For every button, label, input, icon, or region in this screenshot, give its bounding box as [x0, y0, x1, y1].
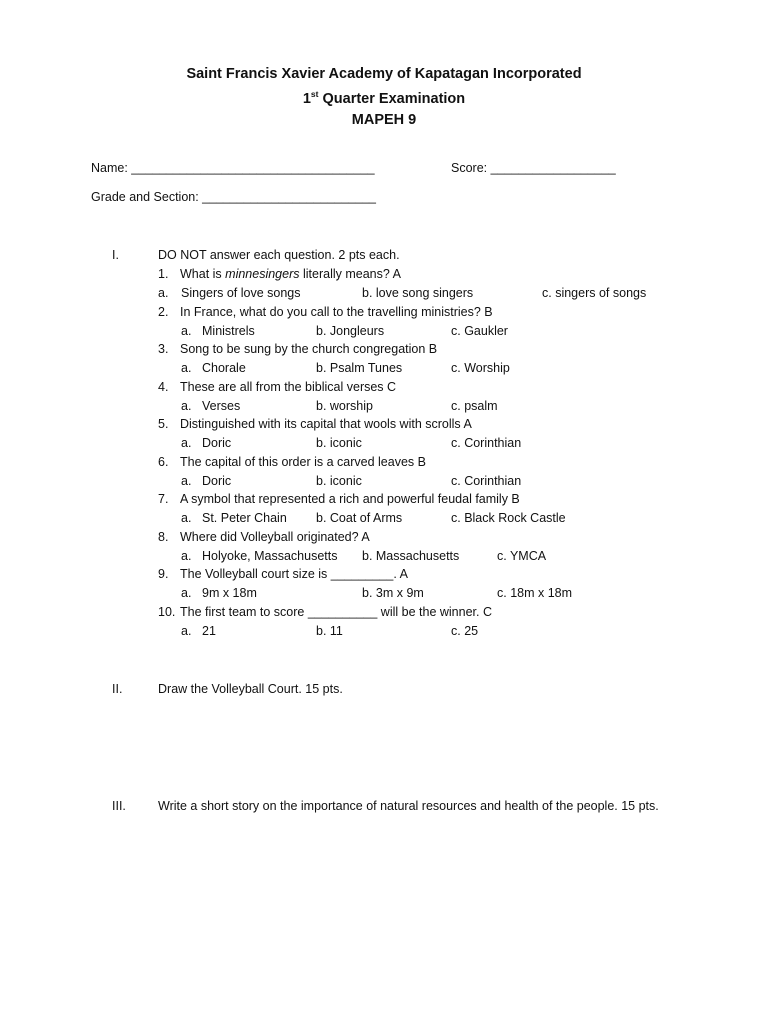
answer-choice: c. Worship — [451, 361, 510, 375]
section-1-numeral: I. — [112, 248, 119, 262]
question-text-part: What is — [180, 267, 226, 281]
answer-choice: c. Black Rock Castle — [451, 511, 566, 525]
answer-choice: 9m x 18m — [202, 586, 257, 600]
section-3-instruction: Write a short story on the importance of natural resources and health of the people. 15 pts. — [158, 799, 659, 813]
answer-choice: c. singers of songs — [542, 286, 647, 300]
section-3-numeral: III. — [112, 799, 126, 813]
choice-letter: a. — [181, 361, 192, 375]
question-number: 10. — [158, 604, 176, 619]
question-text: Distinguished with its capital that wools with scrolls A — [180, 417, 472, 431]
section-2-numeral: II. — [112, 682, 123, 696]
answer-choice: b. Jongleurs — [316, 323, 385, 338]
answer-choice: Doric — [202, 436, 232, 450]
question-text: These are all from the biblical verses C — [180, 379, 397, 394]
choice-letter: a. — [181, 586, 192, 600]
quarter-ordinal: st — [310, 89, 319, 99]
answer-choice: b. Coat of Arms — [316, 511, 403, 525]
question-number: 8. — [158, 529, 169, 544]
answer-choice: b. love song singers — [362, 286, 474, 300]
answer-choice: c. psalm — [451, 398, 498, 413]
answer-choice: b. iconic — [316, 436, 362, 450]
answer-choice: c. YMCA — [497, 548, 547, 563]
question-text: In France, what do you call to the travelling ministries? B — [180, 304, 493, 319]
choice-letter: a. — [181, 398, 192, 413]
choice-letter: a. — [181, 548, 192, 563]
answer-choice: Chorale — [202, 361, 246, 375]
question-number: 6. — [158, 454, 169, 469]
section-1-instruction: DO NOT answer each question. 2 pts each. — [158, 248, 400, 262]
question-text: The Volleyball court size is _________. A — [180, 567, 408, 581]
question-number: 9. — [158, 567, 169, 581]
question-text: The capital of this order is a carved leaves B — [180, 454, 426, 469]
answer-choice: b. 3m x 9m — [362, 586, 424, 600]
question-text — [180, 267, 401, 281]
question-number: 7. — [158, 492, 169, 506]
question-text-part: literally means? A — [299, 267, 401, 281]
question-text: Song to be sung by the church congregation B — [180, 342, 438, 356]
answer-choice: b. iconic — [316, 473, 362, 488]
answer-choice: Verses — [202, 398, 241, 413]
name-field: Name: ___________________________________ — [91, 161, 375, 175]
answer-choice: St. Peter Chain — [202, 511, 287, 525]
question-number: 3. — [158, 342, 169, 356]
question-emphasis: minnesingers — [225, 267, 300, 281]
answer-choice: Holyoke, Massachusetts — [202, 548, 338, 563]
answer-choice: c. 25 — [451, 623, 479, 638]
choice-letter: a. — [181, 511, 192, 525]
section-2-instruction: Draw the Volleyball Court. 15 pts. — [158, 682, 343, 696]
question-number: 5. — [158, 417, 169, 431]
school-title: Saint Francis Xavier Academy of Kapatagan Incorporated — [186, 66, 582, 82]
question-text: Where did Volleyball originated? A — [180, 529, 370, 544]
answer-choice: 21 — [202, 623, 216, 638]
choice-letter: a. — [181, 323, 192, 338]
answer-choice: Ministrels — [202, 323, 255, 338]
choice-letter: a. — [181, 436, 192, 450]
answer-choice: Singers of love songs — [181, 286, 301, 300]
choice-letter: a. — [181, 623, 192, 638]
question-number: 4. — [158, 379, 169, 394]
quarter-label: Quarter Examination — [318, 90, 466, 107]
answer-choice: c. 18m x 18m — [497, 586, 573, 600]
answer-choice: b. Massachusetts — [362, 548, 460, 563]
answer-choice: c. Gaukler — [451, 323, 508, 338]
answer-choice: b. worship — [316, 398, 373, 413]
answer-choice: Doric — [202, 473, 232, 488]
choice-letter: a. — [181, 473, 192, 488]
answer-choice: c. Corinthian — [451, 436, 522, 450]
answer-choice: b. 11 — [316, 623, 343, 638]
question-number: 1. — [158, 267, 169, 281]
answer-choice: b. Psalm Tunes — [316, 361, 403, 375]
answer-choice: c. Corinthian — [451, 473, 522, 488]
question-text: A symbol that represented a rich and powerful feudal family B — [180, 492, 520, 506]
quarter-number: 1 — [302, 90, 311, 107]
choice-letter: a. — [158, 286, 169, 300]
question-text: The first team to score __________ will be the winner. C — [180, 604, 492, 619]
score-field: Score: __________________ — [451, 161, 616, 175]
question-number: 2. — [158, 304, 169, 319]
grade-section-field: Grade and Section: _________________________ — [91, 190, 376, 204]
exam-title — [0, 89, 768, 107]
subject-title: MAPEH 9 — [351, 112, 417, 128]
